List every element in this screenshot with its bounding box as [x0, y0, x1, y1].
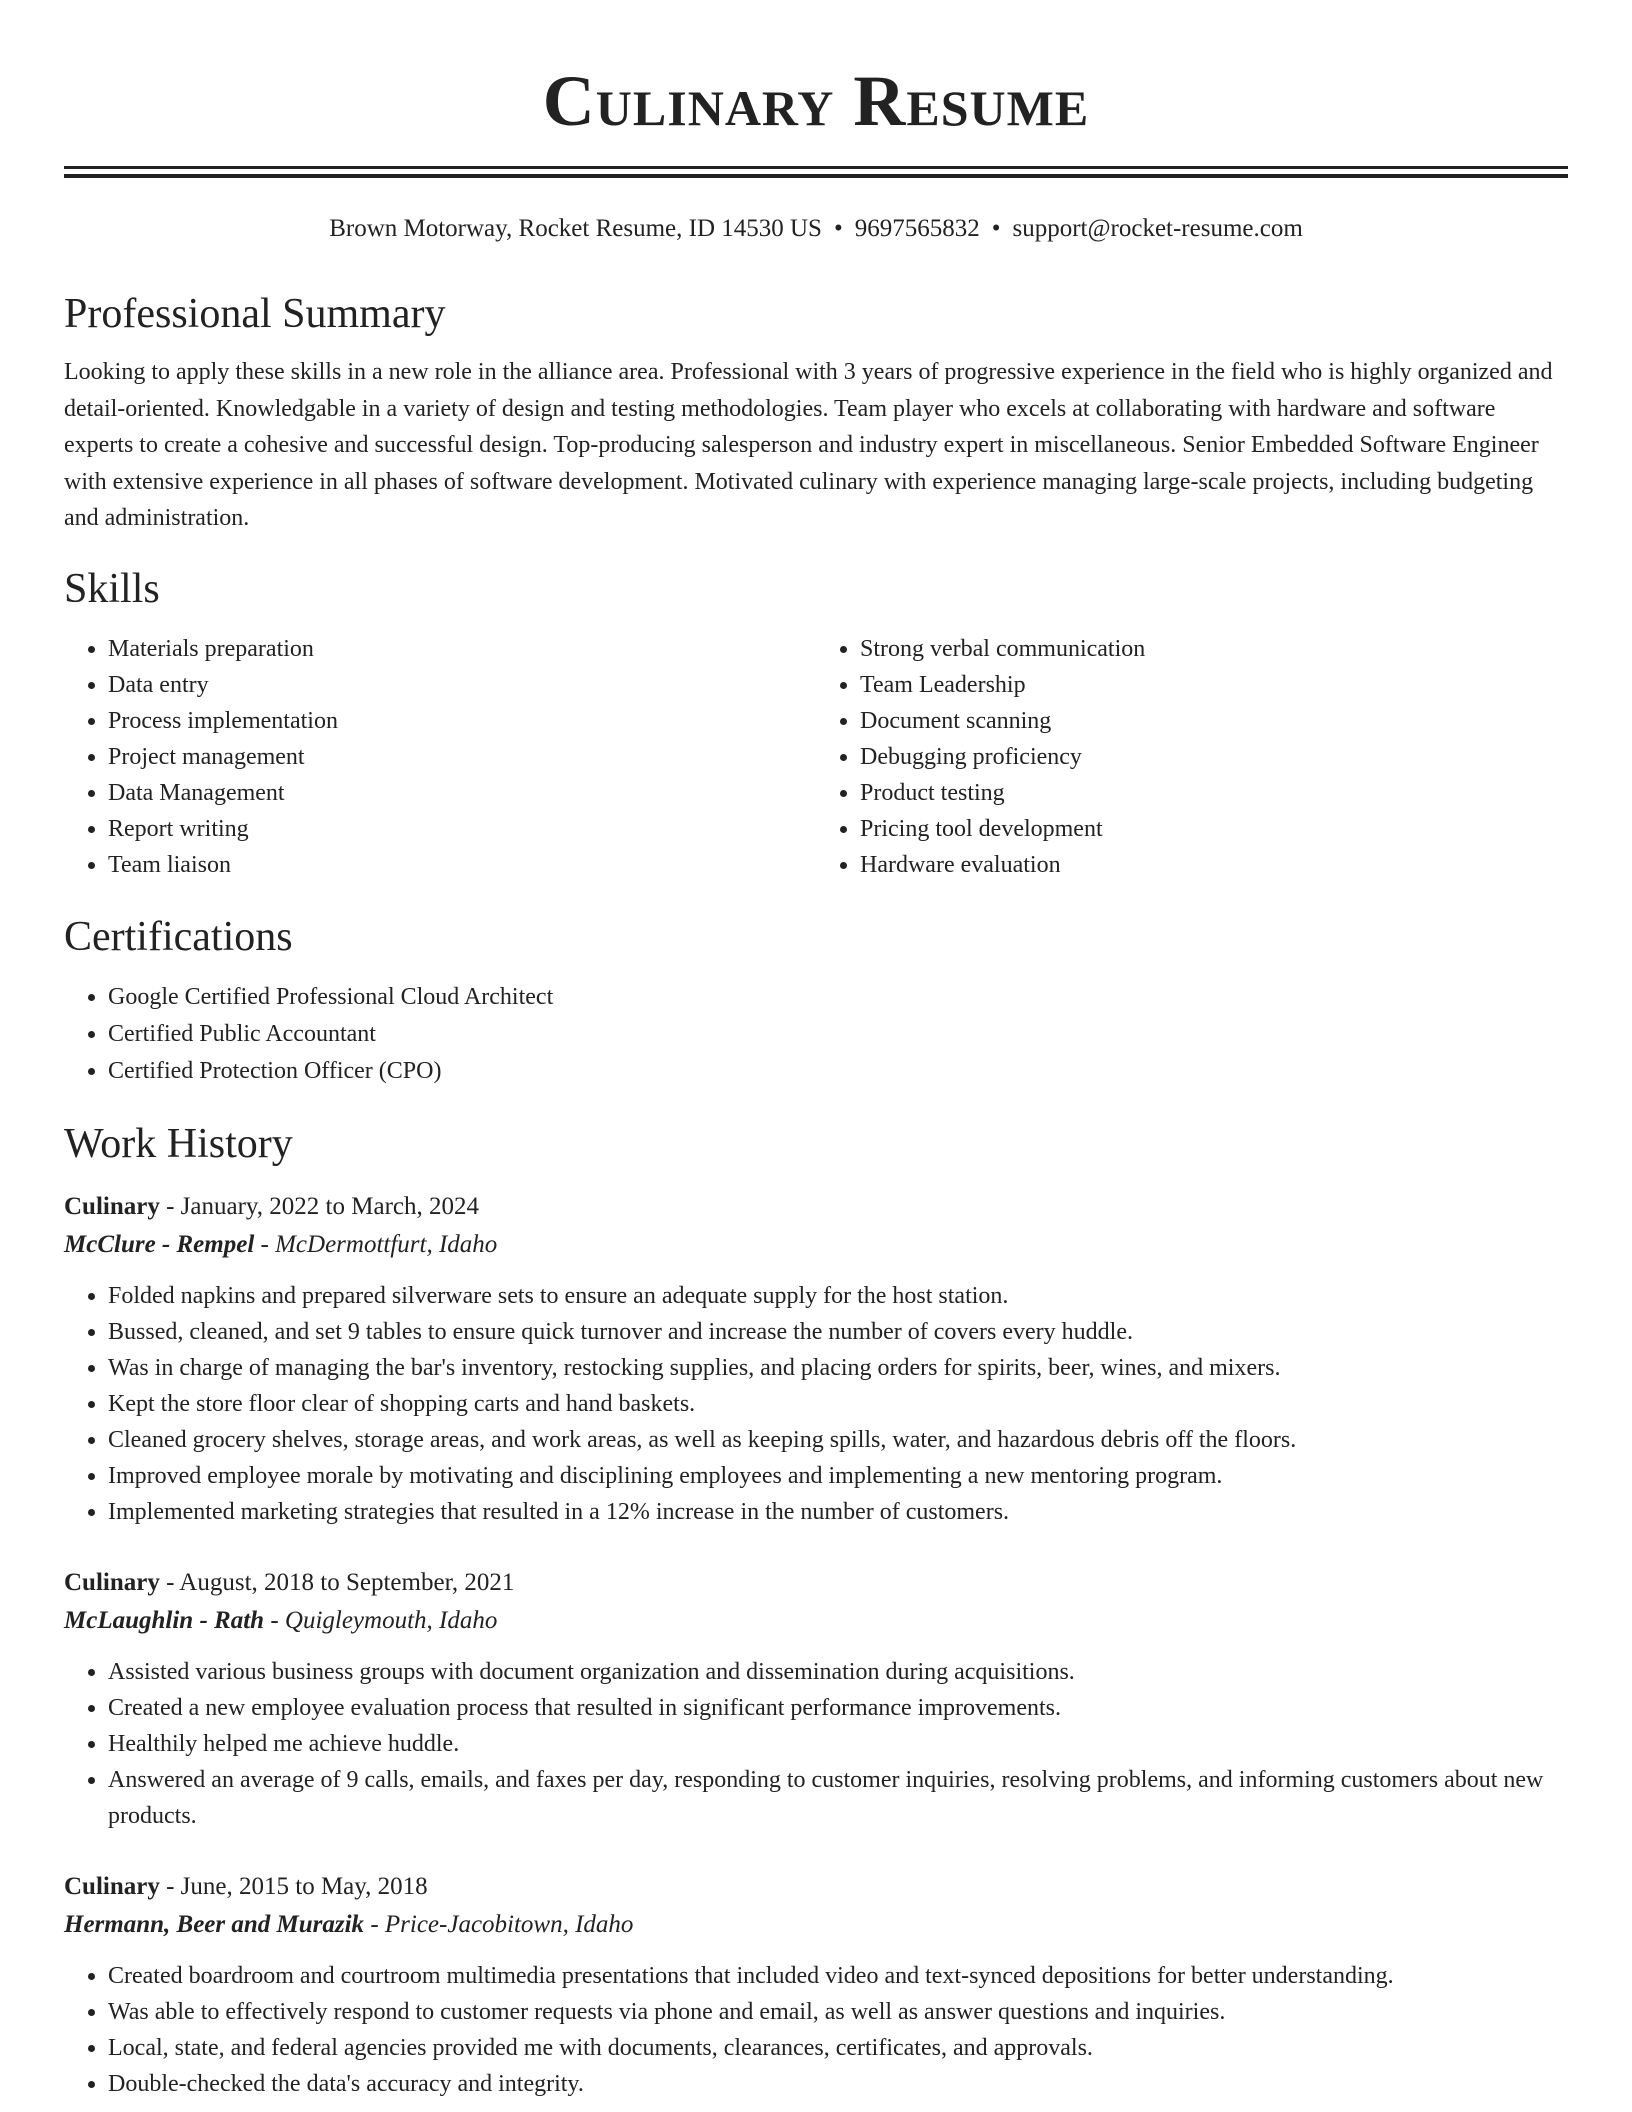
job-bullets	[64, 1278, 1568, 1530]
contact-separator: •	[991, 215, 1001, 242]
job-bullet: • Created boardroom and courtroom multimedia presentations that included video and text-synced depositions for better understanding.	[108, 1958, 1568, 1994]
summary-heading: Professional Summary	[64, 291, 446, 337]
job-dates: - January, 2022 to March, 2024	[159, 1192, 479, 1220]
contact-email: support@rocket-resume.com	[1012, 215, 1303, 242]
job-bullet: • Was able to effectively respond to customer requests via phone and email, as well as answer questions and inquiries.	[108, 1994, 1568, 2030]
skill-item: • Data entry	[108, 667, 816, 703]
skills-list-right	[816, 631, 1568, 883]
job-company-line	[64, 1906, 1568, 1944]
job-bullet: • Double-checked the data's accuracy and integrity.	[108, 2066, 1568, 2102]
job-company-line	[64, 1226, 1568, 1264]
job-bullet: • Implemented marketing strategies that resulted in a 12% increase in the number of customers.	[108, 1494, 1568, 1530]
contact-line	[64, 212, 1568, 246]
contact-phone: 9697565832	[854, 215, 980, 242]
job-bullet: • Assisted various business groups with document organization and dissemination during acquisitions.	[108, 1654, 1568, 1690]
job-dates: - June, 2015 to May, 2018	[159, 1872, 428, 1900]
skills-columns	[64, 631, 1568, 883]
summary-text: Looking to apply these skills in a new role in the alliance area. Professional with 3 years of progressive experience in the field who is highly organized and detail-oriented. Knowledgable in a variety of design and testing methodologies. Team player who excels at collaborating with hardware and software experts to create a cohesive and successful design. Top-producing salesperson and industry expert in miscellaneous. Senior Embedded Software Engineer with extensive experience in all phases of software development. Motivated culinary with experience managing large-scale projects, including budgeting and administration.	[64, 359, 1553, 531]
job-bullet: • Local, state, and federal agencies provided me with documents, clearances, certificates, and approvals.	[108, 2030, 1568, 2066]
job-bullet: • Was in charge of managing the bar's inventory, restocking supplies, and placing orders for spirits, beer, wines, and mixers.	[108, 1350, 1568, 1386]
job-dates: - August, 2018 to September, 2021	[159, 1568, 515, 1596]
skill-item: • Report writing	[108, 811, 816, 847]
title-rule-top	[64, 166, 1568, 169]
job-title: Culinary	[64, 1568, 160, 1596]
job-bullet: • Healthily helped me achieve huddle.	[108, 1726, 1568, 1762]
job-entry	[64, 1564, 1568, 1834]
job-company-line	[64, 1602, 1568, 1640]
job-title-line	[64, 1868, 1568, 1906]
job-location: - McDermottfurt, Idaho	[254, 1230, 498, 1258]
skill-item: • Data Management	[108, 775, 816, 811]
job-company: McLaughlin - Rath	[64, 1606, 265, 1634]
skills-list-left	[64, 631, 816, 883]
job-bullet: • Improved employee morale by motivating and disciplining employees and implementing a new mentoring program.	[108, 1458, 1568, 1494]
job-bullet: • Bussed, cleaned, and set 9 tables to ensure quick turnover and increase the number of covers every huddle.	[108, 1314, 1568, 1350]
job-bullet: • Answered an average of 9 calls, emails, and faxes per day, responding to customer inquiries, resolving problems, and informing customers about new products.	[108, 1762, 1568, 1834]
job-bullet: • Kept the store floor clear of shopping carts and hand baskets.	[108, 1386, 1568, 1422]
job-title: Culinary	[64, 1872, 160, 1900]
job-title-line	[64, 1564, 1568, 1602]
job-company: Hermann, Beer and Murazik	[64, 1910, 365, 1938]
certification-item: • Certified Protection Officer (CPO)	[108, 1053, 1568, 1090]
skill-item: • Document scanning	[860, 703, 1568, 739]
resume-title: Culinary Resume	[542, 61, 1090, 141]
certification-item: • Google Certified Professional Cloud Architect	[108, 979, 1568, 1016]
skill-item: • Process implementation	[108, 703, 816, 739]
work-history-heading: Work History	[64, 1120, 293, 1167]
skill-item: • Debugging proficiency	[860, 739, 1568, 775]
job-location: - Quigleymouth, Idaho	[264, 1606, 498, 1634]
job-entry	[64, 1868, 1568, 2102]
skill-item: • Project management	[108, 739, 816, 775]
skill-item: • Materials preparation	[108, 631, 816, 667]
job-bullets	[64, 1654, 1568, 1834]
contact-address: Brown Motorway, Rocket Resume, ID 14530 US	[329, 215, 822, 242]
title-rule-bottom	[64, 174, 1568, 178]
job-bullet: • Cleaned grocery shelves, storage areas, and work areas, as well as keeping spills, water, and hazardous debris off the floors.	[108, 1422, 1568, 1458]
skills-heading: Skills	[64, 565, 160, 612]
job-title: Culinary	[64, 1192, 160, 1220]
contact-separator: •	[833, 215, 843, 242]
job-bullet: • Folded napkins and prepared silverware sets to ensure an adequate supply for the host station.	[108, 1278, 1568, 1314]
skill-item: • Pricing tool development	[860, 811, 1568, 847]
skill-item: • Team liaison	[108, 847, 816, 883]
job-entry	[64, 1188, 1568, 1530]
certifications-list	[64, 979, 1568, 1090]
skill-item: • Team Leadership	[860, 667, 1568, 703]
skill-item: • Product testing	[860, 775, 1568, 811]
certification-item: • Certified Public Accountant	[108, 1016, 1568, 1053]
job-bullet: • Created a new employee evaluation process that resulted in significant performance improvements.	[108, 1690, 1568, 1726]
job-title-line	[64, 1188, 1568, 1226]
skill-item: • Strong verbal communication	[860, 631, 1568, 667]
job-bullets	[64, 1958, 1568, 2102]
certifications-heading: Certifications	[64, 913, 293, 960]
job-company: McClure - Rempel	[64, 1230, 255, 1258]
skill-item: • Hardware evaluation	[860, 847, 1568, 883]
job-location: - Price-Jacobitown, Idaho	[364, 1910, 634, 1938]
